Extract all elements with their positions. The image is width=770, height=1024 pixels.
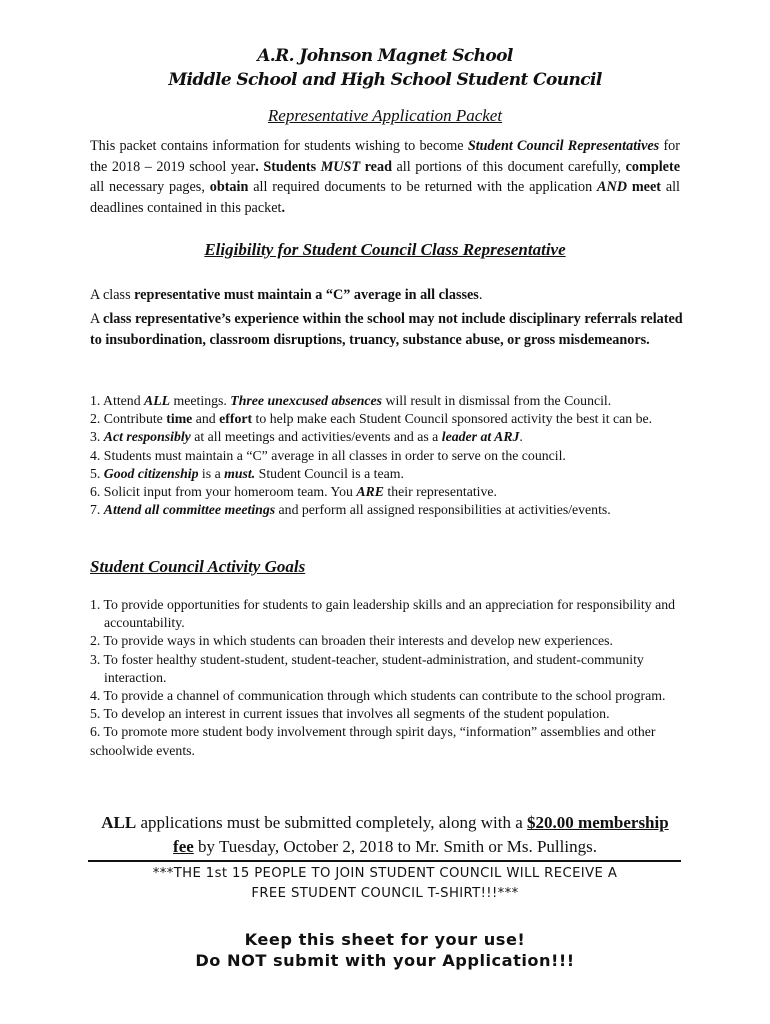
list-item (90, 392, 690, 410)
goals-heading: Student Council Activity Goals (90, 557, 306, 576)
rule-emphasis: ALL (144, 393, 171, 408)
rule-emphasis: time (166, 411, 193, 427)
eligibility-conduct-requirement (90, 309, 690, 351)
membership-fee: $20.00 membership fee (173, 813, 669, 856)
list-item (90, 428, 690, 446)
rule-text: is a (198, 465, 225, 481)
list-item (90, 465, 690, 483)
eligibility-emphasis: class representative’s experience within the school may not include disciplinary referrals related to insubordination, classroom disruptions, truancy, substance abuse, or gross misdemeanors. (90, 311, 683, 348)
tshirt-promo (90, 864, 680, 904)
rule-text: will result in dismissal from the Council. (382, 393, 612, 408)
intro-emphasis: read (360, 158, 392, 175)
rule-emphasis: must. (224, 465, 256, 481)
keep-notice (90, 929, 680, 971)
rule-text: 3. (90, 429, 104, 445)
rule-emphasis: ARE (356, 484, 384, 500)
promo-line: FREE STUDENT COUNCIL T-SHIRT!!!*** (251, 886, 519, 901)
rule-emphasis: effort (219, 411, 253, 427)
intro-emphasis: AND (597, 179, 627, 195)
school-name: A.R. Johnson Magnet School (257, 46, 513, 66)
list-item: 2. To provide ways in which students can broaden their interests and develop new experiences. (90, 633, 613, 649)
rule-text: and (192, 411, 220, 427)
rule-text: at all meetings and activities/events and as a (190, 429, 442, 445)
intro-emphasis: meet (626, 179, 661, 195)
rule-text: 7. (90, 502, 104, 518)
rule-text: 1. Attend (90, 393, 145, 408)
eligibility-heading: Eligibility for Student Council Class Representative (204, 240, 566, 259)
intro-text: all portions of this document carefully, (391, 158, 626, 175)
intro-emphasis: Student Council Representatives (467, 138, 660, 154)
intro-emphasis: complete (625, 158, 680, 175)
list-item (90, 483, 690, 501)
eligibility-text: . (478, 287, 483, 303)
divider (88, 860, 681, 862)
intro-text: . Students (255, 158, 321, 175)
council-name: Middle School and High School Student Council (168, 70, 602, 90)
rule-emphasis: Attend all committee meetings (103, 502, 276, 518)
rules-list (90, 392, 690, 519)
intro-text: for the 2018 – 2019 school year (90, 138, 680, 175)
intro-text: all deadlines contained in this packet (90, 179, 680, 216)
intro-text: all necessary pages, (90, 179, 210, 195)
rule-text: 5. (90, 465, 104, 481)
notice-line: Keep this sheet for your use! (244, 930, 526, 949)
intro-text: This packet contains information for students wishing to become (90, 138, 468, 154)
list-item (90, 501, 690, 519)
intro-emphasis: obtain (209, 179, 249, 195)
submission-text: by Tuesday, October 2, 2018 to Mr. Smith or Ms. Pullings. (193, 837, 597, 856)
eligibility-emphasis: representative must maintain a “C” average in all classes (134, 287, 479, 303)
submission-deadline (90, 811, 680, 859)
rule-text: 6. Solicit input from your homeroom team. You (90, 484, 357, 500)
list-item: 4. To provide a channel of communication through which students can contribute to the school program. (90, 688, 666, 704)
rule-text: and perform all assigned responsibilities at activities/events. (275, 502, 611, 518)
packet-title: Representative Application Packet (267, 106, 503, 125)
rule-text: to help make each Student Council sponsored activity the best it can be. (252, 411, 653, 427)
eligibility-grade-requirement (90, 285, 690, 305)
list-item: 1. To provide opportunities for students to gain leadership skills and an appreciation for responsibility and accountability. (90, 597, 676, 631)
intro-text: all required documents to be returned with the application (248, 179, 598, 195)
notice-line: Do NOT submit with your Application!!! (195, 951, 575, 970)
rule-text: their representative. (383, 484, 497, 500)
intro-text: . (281, 199, 286, 216)
rule-text: Student Council is a team. (255, 465, 404, 481)
rule-text: . (519, 429, 523, 445)
rule-emphasis: Good citizenship (103, 465, 199, 481)
rule-text: meetings. (170, 393, 231, 408)
goals-list (90, 596, 690, 760)
list-item: 5. To develop an interest in current issues that involves all segments of the student population. (90, 706, 610, 722)
rule-emphasis: Three unexcused absences (230, 393, 383, 408)
list-item: 6. To promote more student body involvement through spirit days, “information” assemblies and other schoolwide events. (90, 724, 656, 758)
intro-emphasis: MUST (320, 158, 361, 175)
eligibility-text: A (90, 311, 104, 327)
intro-paragraph (90, 136, 680, 218)
list-item: 3. To foster healthy student-student, student-teacher, student-administration, and student-community interaction. (90, 651, 644, 685)
eligibility-text: A class (90, 287, 135, 303)
submission-emphasis: ALL (101, 813, 137, 832)
promo-line: ***THE 1st 15 PEOPLE TO JOIN STUDENT COUNCIL WILL RECEIVE A (152, 866, 618, 881)
rule-emphasis: leader at ARJ (441, 429, 520, 445)
list-item: 4. Students must maintain a “C” average in all classes in order to serve on the council. (90, 447, 566, 463)
rule-text: 2. Contribute (90, 411, 167, 427)
rule-emphasis: Act responsibly (103, 429, 191, 445)
list-item (90, 410, 690, 428)
submission-text: applications must be submitted completely, along with a (136, 813, 528, 832)
